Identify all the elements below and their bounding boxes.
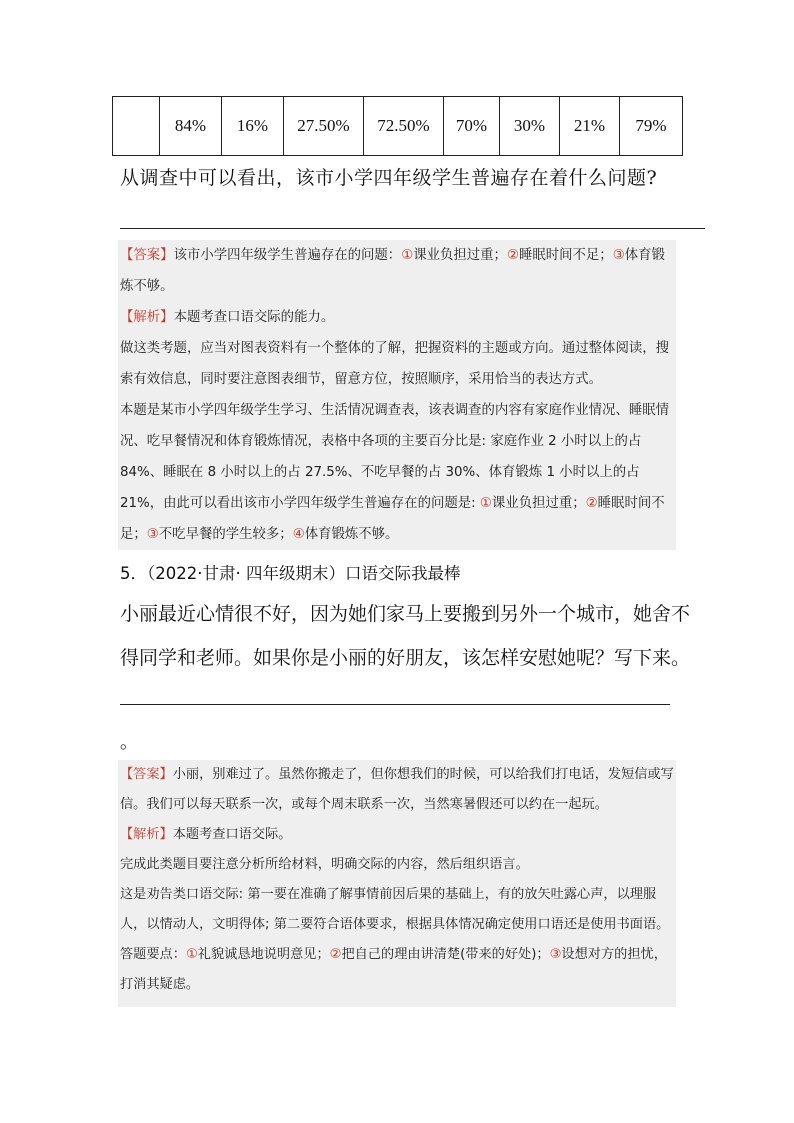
analysis-text: 本题是某市小学四年级学生学习、生活情况调查表，该表调查的内容有家庭作业情况、睡眠情况、吃早餐情况和体育锻炼情况，表格中各项的主要百分比是: 家庭作业 2 小时以上的占 84%、睡眠在 8 小时以上的占 27.5%、不吃早餐的占 30%、体育锻炼 1 小时以上的占 21%，由此可以看出该市小学四年级学生普遍存在的问题是: [120,403,670,511]
table-cell [113,97,160,156]
circled-number: ③ [146,527,159,542]
table-cell: 21% [560,97,620,156]
analysis-text: 不吃早餐的学生较多； [158,527,293,542]
analysis-paragraph: 做这类考题，应当对图表资料有一个整体的了解，把握资料的主题或方向。通过整体阅读，搜索有效信息，同时要注意图表细节，留意方位，按照顺序，采用恰当的表达方式。 [120,341,670,387]
analysis-text: 把自己的理由讲清楚(带来的好处)； [341,947,550,962]
answer-box-4 [118,240,676,550]
analysis-text: 睡眠时间不足； [120,496,665,542]
end-mark: 。 [120,732,138,753]
analysis-text: 本题考查口语交际。 [172,827,292,842]
answer-text: 小丽，别难过了。虽然你搬走了，但你想我们的时候，可以给我们打电话，发短信或写信。我们可以每天联系一次，或每个周末联系一次，当然寒暑假还可以约在一起玩。 [120,767,674,812]
analysis-text: 体育锻炼不够。 [304,527,399,542]
analysis-paragraph: 完成此类题目要注意分析所给材料，明确交际的内容，然后组织语言。 [120,857,529,872]
circled-number: ③ [612,248,625,263]
question-5-heading: 5．（2022·甘肃· 四年级期末）口语交际我最棒 [120,564,461,583]
answer-text: 睡眠时间不足； [518,248,613,263]
analysis-text: 礼貌诚恳地说明意见； [197,947,330,962]
analysis-paragraph [118,820,676,850]
answer-tag: 【答案】 [120,767,173,782]
answer-text: 课业负担过重； [413,248,507,263]
table-cell: 27.50% [284,97,364,156]
answer-paragraph [118,760,676,820]
circled-number: ② [329,947,342,962]
analysis-text: 这是劝告类口语交际: 第一要在准确了解事情前因后果的基础上，有的放矢吐露心声，以理服人，以情动人，文明得体; 第二要符合语体要求，根据具体情况确定使用口语还是使用书面语。答题要点： [120,887,670,962]
analysis-text: 设想对方的担忧，打消其疑虑。 [120,947,667,992]
table-cell: 84% [160,97,222,156]
table-cell: 70% [444,97,500,156]
answer-tag: 【答案】 [120,248,174,263]
answer-text: 该市小学四年级学生普遍存在的问题： [173,248,402,263]
analysis-text: 课业负担过重； [491,496,586,511]
answer-line [120,228,705,229]
survey-table [112,96,683,156]
table-cell: 72.50% [364,97,444,156]
circled-number: ① [185,947,198,962]
question-5-prompt: 小丽最近心情很不好，因为她们家马上要搬到另外一个城市，她舍不得同学和老师。如果你是小丽的好朋友，该怎样安慰她呢？写下来。 [120,603,691,669]
table-cell: 30% [500,97,560,156]
analysis-tag: 【解析】 [120,310,174,325]
analysis-text: 本题考查口语交际的能力。 [173,310,335,325]
circled-number: ① [401,248,414,263]
table-row [113,97,683,156]
answer-text: 体育锻炼不够。 [120,248,665,294]
answer-box-5 [118,760,676,1007]
table-cell: 16% [222,97,284,156]
circled-number: ③ [549,947,562,962]
answer-paragraph [118,240,676,302]
circled-number: ② [585,496,598,511]
analysis-paragraph [118,302,676,333]
answer-line [120,704,670,705]
question-4-text: 从调查中可以看出，该市小学四年级学生普遍存在着什么问题? [120,167,658,189]
table-cell: 79% [620,97,683,156]
circled-number: ① [479,496,492,511]
analysis-tag: 【解析】 [120,827,173,842]
circled-number: ② [506,248,519,263]
circled-number: ④ [292,527,305,542]
analysis-paragraph [118,880,676,1000]
analysis-paragraph [118,395,676,550]
